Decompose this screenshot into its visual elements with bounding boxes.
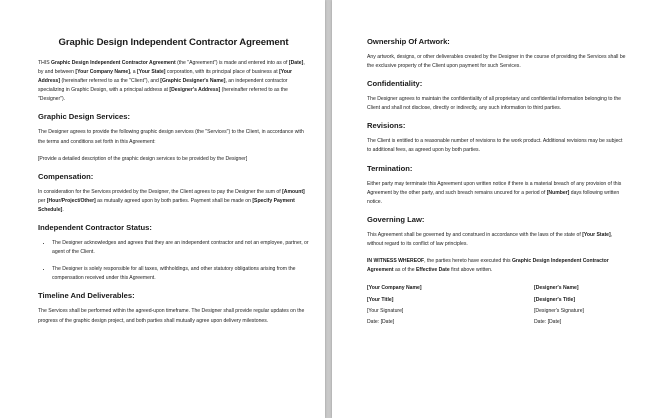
intro-text: THIS (38, 60, 52, 66)
witness-agreement-name: Graphic Design Independent Contractor Agreement (367, 258, 609, 274)
intro-state-placeholder: [Your State] (137, 69, 166, 76)
witness-paragraph (367, 257, 626, 275)
timeline-paragraph: The Services shall be performed within the agreed-upon timeframe. The Designer shall provide regular updates on the progress of the graphic design project, and both parties shall mutually agree upon delivery milestones. (38, 308, 305, 324)
company-name-placeholder: [Your Company Name] (367, 285, 422, 292)
revisions-heading: Revisions: (367, 121, 406, 131)
compensation-text: In consideration for the Services provided by the Designer, the Client agrees to pay the Designer the sum of (38, 188, 283, 195)
intro-paragraph (38, 59, 309, 104)
days-number-placeholder: [Number] (546, 189, 570, 196)
intro-company-placeholder: [Your Company Name] (75, 69, 130, 76)
witness-text: as of the (393, 267, 416, 274)
intro-text: , an independent contractor specializing in Graphic Design, with a principal address at (38, 78, 288, 94)
termination-text: Either party may terminate this Agreement upon written notice if there is a material breach of any provision of this Agreement by the other party, and such breach remains uncured for a period of (367, 180, 622, 196)
designer-title-line (534, 295, 626, 306)
governing-law-paragraph (367, 231, 626, 249)
termination-heading: Termination: (367, 163, 413, 173)
intro-text: , by and between (38, 60, 305, 76)
intro-address-placeholder: [Your Address] (38, 69, 292, 85)
intro-text: , a (129, 69, 138, 76)
intro-designer-address-placeholder: [Designer's Address] (169, 87, 221, 94)
company-title-placeholder: [Your Title] (367, 296, 394, 303)
contractor-status-list (38, 239, 309, 283)
intro-date-placeholder: [Date] (288, 60, 304, 66)
list-item: • The Designer is solely responsible for all taxes, withholdings, and other statutory obligations arising from the compensation received under this Agreement. (52, 265, 309, 283)
intro-text: (hereinafter referred to as the "Client"), and (60, 78, 161, 85)
company-title-line (367, 295, 534, 306)
law-text: This Agreement shall be governed by and construed in accordance with the laws of the state of (367, 231, 583, 238)
document-page-left (0, 0, 325, 418)
intro-agreement-name: Graphic Design Independent Contractor Agreement (51, 60, 176, 66)
witness-text: , the parties hereto have executed this (424, 258, 512, 265)
intro-designer-placeholder: [Graphic Designer's Name] (160, 78, 226, 85)
signature-block (367, 283, 626, 329)
compensation-heading: Compensation: (38, 171, 94, 181)
compensation-paragraph (38, 188, 309, 215)
intro-text: corporation, with its principal place of business at (165, 69, 280, 76)
designer-name-placeholder: [Designer's Name] (534, 285, 579, 292)
company-signature-line: [Your Signature] (367, 308, 404, 315)
witness-effective-date: Effective Date (415, 267, 450, 274)
company-date-line: Date: [Date] (367, 319, 395, 326)
witness-text: first above written. (449, 267, 493, 274)
intro-text: (hereinafter referred to as the "Designer"). (38, 87, 288, 103)
designer-title-placeholder: [Designer's Title] (534, 296, 576, 303)
payment-schedule-placeholder: [Specify Payment Schedule] (38, 197, 295, 213)
timeline-heading: Timeline And Deliverables: (38, 291, 135, 301)
list-item: • The Designer acknowledges and agrees that they are an independent contractor and not an employee, partner, or agent of the Client. (52, 239, 309, 257)
law-text: , without regard to its conflict of law principles. (367, 231, 613, 247)
document-title: Graphic Design Independent Contractor Agreement (58, 37, 289, 48)
confidentiality-heading: Confidentiality: (367, 79, 423, 89)
compensation-text: per (38, 197, 47, 204)
intro-text: (the "Agreement") is made and entered into as of (175, 60, 289, 66)
services-heading: Graphic Design Services: (38, 112, 131, 122)
confidentiality-paragraph: The Designer agrees to maintain the confidentiality of all proprietary and confidential information belonging to the Client and shall not disclose, directly or indirectly, any such information to third parties. (367, 96, 621, 112)
designer-date-line: Date: [Date] (534, 319, 562, 326)
governing-law-heading: Governing Law: (367, 214, 425, 224)
witness-lead: IN WITNESS WHEREOF (367, 258, 425, 265)
company-name-line (367, 283, 534, 294)
compensation-text: as mutually agreed upon by both parties. Payment shall be made on (95, 197, 253, 204)
designer-name-line (534, 283, 626, 294)
services-paragraph: The Designer agrees to provide the following graphic design services (the "Services") to the Client, in accordance with the terms and conditions set forth in this Agreement: (38, 129, 304, 145)
services-description-placeholder: [Provide a detailed description of the graphic design services to be provided by the Designer] (38, 155, 248, 162)
law-state-placeholder: [Your State] (582, 231, 611, 238)
revisions-paragraph: The Client is entitled to a reasonable number of revisions to the work product. Additional revisions may be subject to additional fees, as agreed upon by both parties. (367, 138, 623, 154)
compensation-text: . (62, 206, 64, 213)
termination-paragraph (367, 180, 626, 207)
rate-unit-placeholder: [Hour/Project/Other] (46, 197, 96, 204)
ownership-paragraph: Any artwork, designs, or other deliverables created by the Designer in the course of providing the Services shall be the exclusive property of the Client upon payment for such Services. (367, 54, 626, 70)
amount-placeholder: [Amount] (282, 188, 305, 195)
contractor-status-heading: Independent Contractor Status: (38, 223, 152, 233)
document-page-right (332, 0, 652, 418)
termination-text: days following written notice. (367, 189, 620, 205)
designer-signature-line: [Designer's Signature] (534, 308, 584, 315)
ownership-heading: Ownership Of Artwork: (367, 37, 450, 46)
